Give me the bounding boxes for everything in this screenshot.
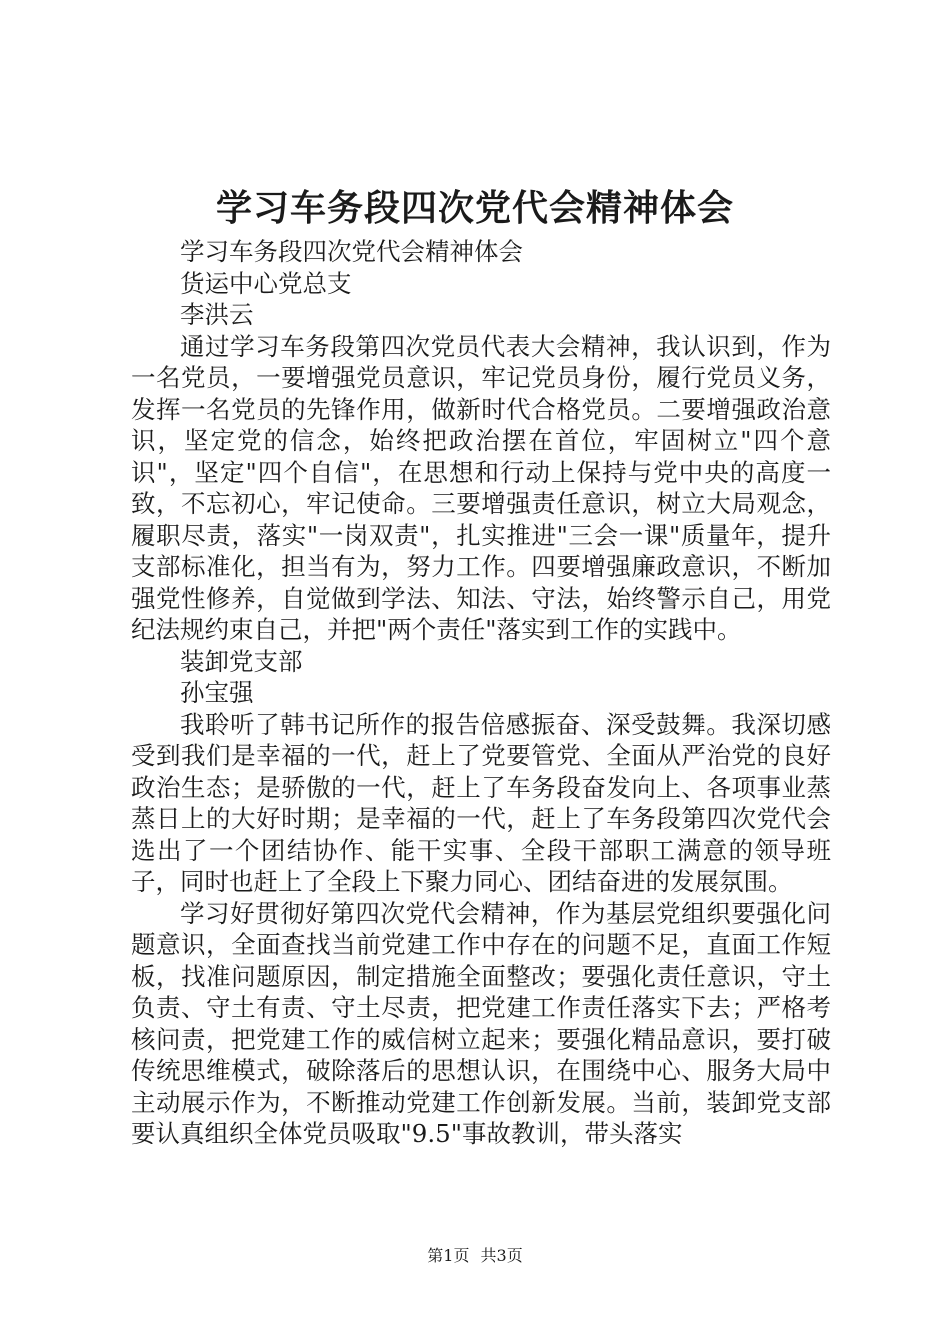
author-paragraph: 孙宝强 [180,678,254,707]
page-total: 共3页 [480,1246,523,1265]
organization-paragraph: 货运中心党总支 [180,268,352,298]
body-paragraph: 学习好贯彻好第四次党代会精神，作为基层党组织要强化问题意识，全面查找当前党建工作中存在的问题不足，直面工作短板，找准问题原因，制定措施全面整改；要强化责任意识，守土负责、守土有责、守土尽责，把党建工作责任落实下去；严格考核问责，把党建工作的威信树立起来；要强化精品意识，要打破传统思维模式，破除落后的思想认识，在围绕中心、服务大局中主动展示作为，不断推动党建工作创新发展。当前，装卸党支部要认真组织全体党员吸取"9.5"事故教训，带头落实 [131,898,831,1148]
body-paragraph: 通过学习车务段第四次党员代表大会精神，我认识到，作为一名党员，一要增强党员意识，牢记党员身份，履行党员义务，发挥一名党员的先锋作用，做新时代合格党员。二要增强政治意识，坚定党的信念，始终把政治摆在首位，牢固树立"四个意识"，坚定"四个自信"，在思想和行动上保持与党中央的高度一致，不忘初心，牢记使命。三要增强责任意识，树立大局观念，履职尽责，落实"一岗双责"，扎实推进"三会一课"质量年，提升支部标准化，担当有为，努力工作。四要增强廉政意识，不断加强党性修养，自觉做到学法、知法、守法，始终警示自己，用党纪法规约束自己，并把"两个责任"落实到工作的实践中。 [131,331,831,644]
document-title: 学习车务段四次党代会精神体会 [215,187,734,229]
document-body [131,236,831,1150]
subtitle-paragraph: 学习车务段四次党代会精神体会 [180,237,523,266]
body-paragraph: 我聆听了韩书记所作的报告倍感振奋、深受鼓舞。我深切感受到我们是幸福的一代，赶上了党要管党、全面从严治党的良好政治生态；是骄傲的一代，赶上了车务段奋发向上、各项事业蒸蒸日上的大好时期；是幸福的一代，赶上了车务段第四次党代会选出了一个团结协作、能干实事、全段干部职工满意的领导班子，同时也赶上了全段上下聚力同心、团结奋进的发展氛围。 [131,709,831,896]
page-footer [0,1246,950,1266]
page-number: 第1页 [427,1246,470,1265]
organization-paragraph: 装卸党支部 [180,646,303,676]
author-paragraph: 李洪云 [180,300,254,329]
